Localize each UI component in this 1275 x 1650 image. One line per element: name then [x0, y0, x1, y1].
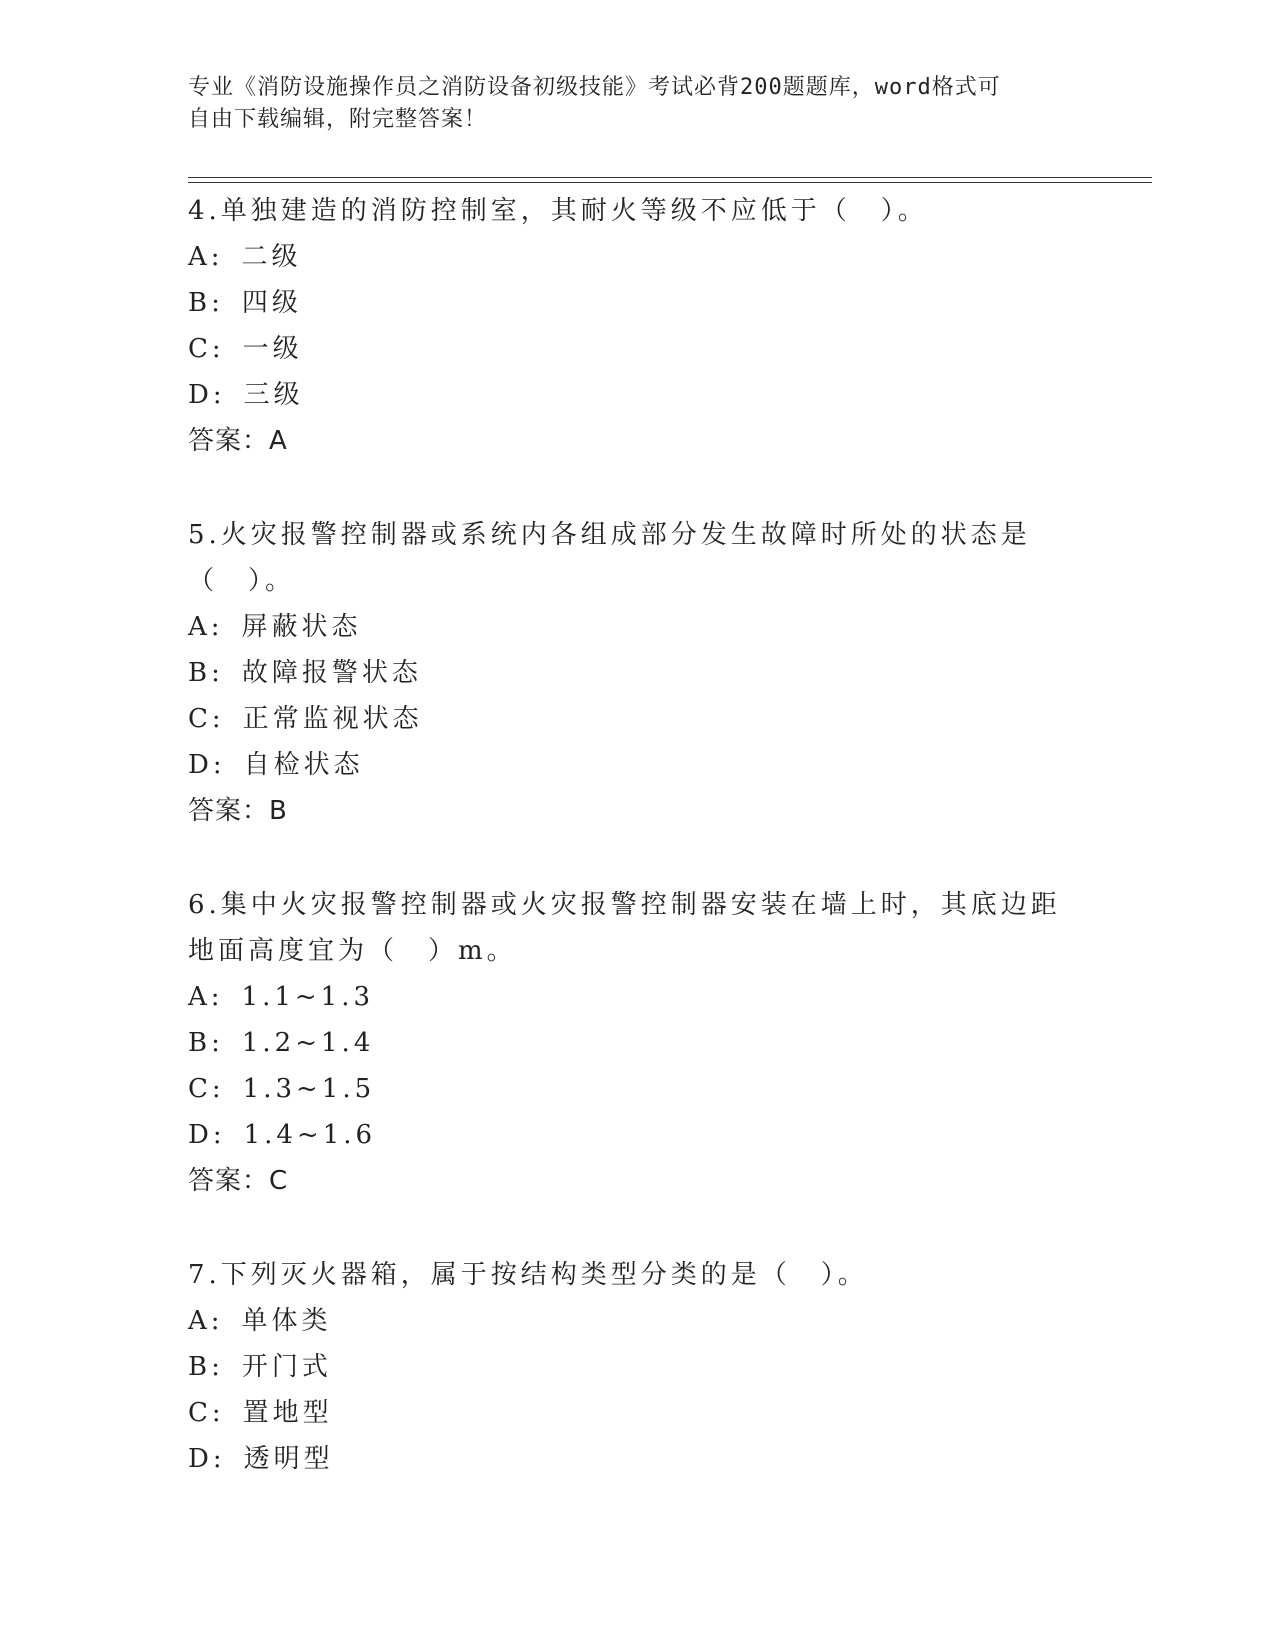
header-divider-top	[188, 177, 1152, 178]
question-5	[188, 512, 1068, 834]
option-c	[188, 696, 1068, 742]
option-key: A:	[188, 982, 224, 1012]
option-key: C:	[188, 704, 225, 734]
document-header	[188, 72, 1068, 136]
option-d	[188, 742, 1068, 788]
option-text: 三级	[243, 380, 304, 410]
option-text: 置地型	[242, 1398, 333, 1428]
option-c	[188, 1390, 1068, 1436]
option-text: 二级	[241, 242, 302, 272]
option-key: C:	[188, 1074, 225, 1104]
option-b	[188, 1344, 1068, 1390]
option-text: 故障报警状态	[241, 658, 422, 688]
option-key: A:	[188, 242, 224, 272]
answer-line: 答案：A	[188, 426, 288, 456]
option-d	[188, 372, 1068, 418]
option-a	[188, 604, 1068, 650]
option-a	[188, 974, 1068, 1020]
option-key: B:	[188, 658, 224, 688]
header-line-1: 专业《消防设施操作员之消防设备初级技能》考试必背200题题库，word格式可	[188, 75, 1001, 100]
option-text: 一级	[242, 334, 303, 364]
option-c	[188, 1066, 1068, 1112]
option-key: A:	[188, 1306, 224, 1336]
question-stem: 6.集中火灾报警控制器或火灾报警控制器安装在墙上时，其底边距地面高度宜为（ ）m。	[188, 890, 1061, 966]
option-c	[188, 326, 1068, 372]
option-text: 自检状态	[243, 750, 364, 780]
question-4	[188, 188, 1068, 464]
option-text: 单体类	[241, 1306, 332, 1336]
option-d	[188, 1436, 1068, 1482]
question-7	[188, 1252, 1068, 1482]
question-stem: 4.单独建造的消防控制室，其耐火等级不应低于（ ）。	[188, 196, 928, 226]
option-key: D:	[188, 1444, 226, 1474]
option-text: 透明型	[243, 1444, 334, 1474]
option-text: 1.3~1.5	[242, 1074, 376, 1104]
option-b	[188, 1020, 1068, 1066]
answer-line: 答案：C	[188, 1166, 289, 1196]
option-key: B:	[188, 1352, 224, 1382]
option-key: A:	[188, 612, 224, 642]
option-text: 1.1~1.3	[241, 982, 375, 1012]
question-stem: 7.下列灭火器箱，属于按结构类型分类的是（ ）。	[188, 1260, 868, 1290]
option-a	[188, 1298, 1068, 1344]
question-stem: 5.火灾报警控制器或系统内各组成部分发生故障时所处的状态是（ ）。	[188, 520, 1031, 596]
option-a	[188, 234, 1068, 280]
option-text: 1.2~1.4	[241, 1028, 375, 1058]
option-key: C:	[188, 1398, 225, 1428]
answer-line: 答案：B	[188, 796, 288, 826]
header-divider-bottom	[188, 182, 1152, 183]
question-6	[188, 882, 1068, 1204]
option-key: D:	[188, 380, 226, 410]
option-text: 1.4~1.6	[243, 1120, 377, 1150]
option-key: D:	[188, 750, 226, 780]
option-b	[188, 280, 1068, 326]
option-b	[188, 650, 1068, 696]
option-text: 屏蔽状态	[241, 612, 362, 642]
option-key: B:	[188, 1028, 224, 1058]
question-list	[188, 188, 1068, 1530]
option-key: D:	[188, 1120, 226, 1150]
option-text: 开门式	[241, 1352, 332, 1382]
option-key: C:	[188, 334, 225, 364]
option-text: 正常监视状态	[242, 704, 423, 734]
header-line-2: 自由下载编辑，附完整答案！	[188, 107, 488, 132]
option-key: B:	[188, 288, 224, 318]
option-d	[188, 1112, 1068, 1158]
option-text: 四级	[241, 288, 302, 318]
